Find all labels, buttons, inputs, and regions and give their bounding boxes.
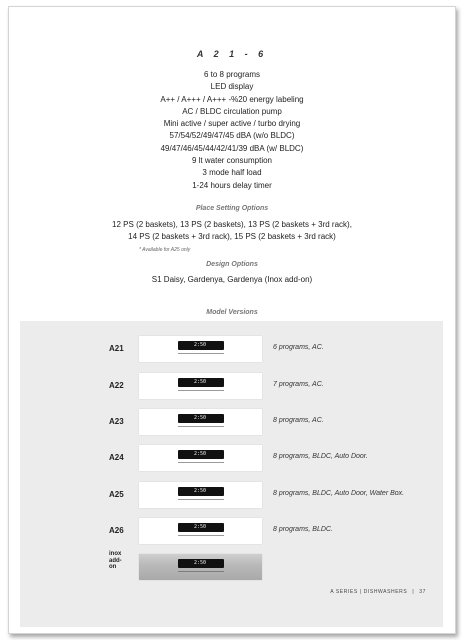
catalog-page — [8, 6, 456, 634]
spec-item: LED display — [210, 82, 254, 92]
spec-item: 9 lt water consumption — [191, 156, 273, 166]
model-row — [20, 445, 443, 471]
led-display — [178, 378, 224, 387]
model-name: A21 — [109, 344, 124, 353]
place-setting-line: 12 PS (2 baskets), 13 PS (2 baskets), 13 PS (2 baskets + 3rd rack), — [112, 220, 352, 229]
model-row — [20, 482, 443, 508]
door-handle — [178, 353, 224, 354]
door-handle — [178, 571, 224, 572]
spec-item: 1-24 hours delay timer — [192, 180, 272, 190]
model-versions-panel — [20, 321, 443, 627]
display-readout: 2:50 — [194, 524, 207, 530]
display-readout: 2:50 — [194, 451, 207, 457]
door-handle — [178, 426, 224, 427]
led-display — [178, 450, 224, 459]
dishwasher-image — [139, 445, 262, 471]
led-display — [178, 559, 224, 568]
model-description: 8 programs, BLDC, Auto Door, Water Box. — [273, 490, 405, 497]
led-display — [178, 414, 224, 423]
model-row — [20, 409, 443, 435]
spec-item: 6 to 8 programs — [203, 70, 261, 79]
dishwasher-image — [139, 518, 262, 544]
dishwasher-image — [139, 409, 262, 435]
model-description: 8 programs, BLDC. — [273, 526, 333, 533]
place-setting-line: 14 PS (2 baskets + 3rd rack), 15 PS (2 baskets + 3rd rack) — [128, 232, 336, 241]
model-row — [20, 336, 443, 362]
dishwasher-image — [139, 482, 262, 508]
dishwasher-inox-image — [139, 554, 262, 580]
model-row — [20, 373, 443, 399]
display-readout: 2:50 — [194, 560, 207, 566]
design-options-heading: Design Options — [206, 261, 258, 268]
footer-series: A SERIES | DISHWASHERS — [330, 589, 408, 595]
model-row-inox — [20, 551, 443, 580]
spec-item: 3 mode half load — [202, 168, 262, 178]
footer-divider: | — [412, 589, 415, 595]
spec-item: A++ / A+++ / A+++ -%20 energy labeling — [160, 94, 304, 104]
model-name: A26 — [109, 526, 124, 535]
page-number: 37 — [419, 589, 426, 595]
model-name: A24 — [109, 453, 124, 462]
model-name: A22 — [109, 381, 124, 390]
model-name: inox add- on — [109, 551, 122, 570]
spec-item: AC / BLDC circulation pump — [182, 106, 282, 116]
led-display — [178, 523, 224, 532]
page-footer — [330, 589, 426, 595]
spec-item: Mini active / super active / turbo drying — [163, 119, 301, 129]
door-handle — [178, 462, 224, 463]
spec-item: 49/47/46/45/44/42/41/39 dBA (w/ BLDC) — [160, 143, 304, 153]
spec-list — [9, 69, 455, 192]
display-readout: 2:50 — [194, 415, 207, 421]
model-description: 7 programs, AC. — [273, 381, 324, 388]
model-description: 6 programs, AC. — [273, 344, 324, 351]
spec-item: 57/54/52/49/47/45 dBA (w/o BLDC) — [169, 131, 295, 141]
model-description: 8 programs, BLDC, Auto Door. — [273, 453, 368, 460]
door-handle — [178, 499, 224, 500]
model-versions-heading: Model Versions — [206, 309, 258, 316]
door-handle — [178, 535, 224, 536]
led-display — [178, 487, 224, 496]
display-readout: 2:50 — [194, 488, 207, 494]
place-setting-options — [9, 219, 455, 243]
model-name: A25 — [109, 490, 124, 499]
dishwasher-image — [139, 336, 262, 362]
door-handle — [178, 390, 224, 391]
model-row — [20, 518, 443, 544]
availability-note: * Available for A25 only — [139, 247, 191, 253]
design-options-text: S1 Daisy, Gardenya, Gardenya (Inox add-on) — [151, 275, 313, 284]
led-display — [178, 341, 224, 350]
model-description: 8 programs, AC. — [273, 417, 324, 424]
model-name: A23 — [109, 417, 124, 426]
display-readout: 2:50 — [194, 379, 207, 385]
dishwasher-image — [139, 373, 262, 399]
page-title: A 2 1 - 6 — [196, 49, 268, 59]
place-setting-heading: Place Setting Options — [195, 205, 269, 212]
display-readout: 2:50 — [194, 342, 207, 348]
